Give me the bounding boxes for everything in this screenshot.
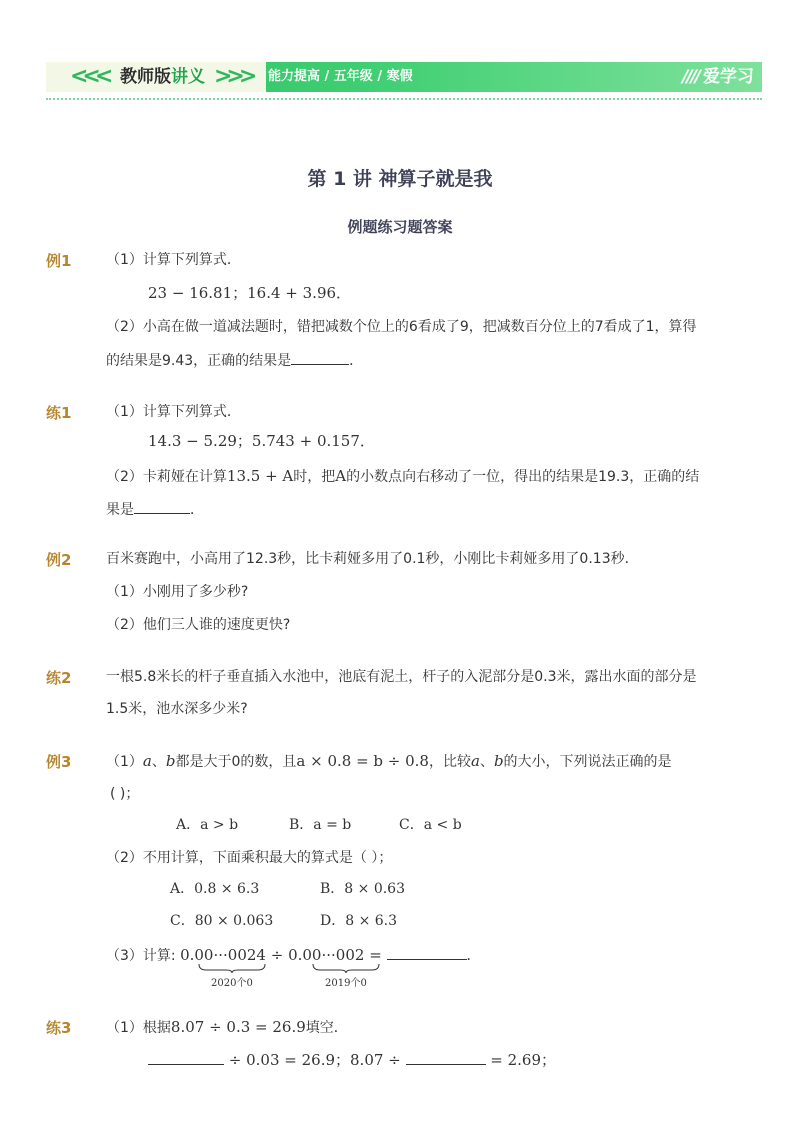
ex2-q2: （2）他们三人谁的速度更快?	[106, 617, 291, 633]
section-title: 例题练习题答案	[347, 218, 453, 236]
ex3-q2-option-a[interactable]: A．0.8 × 6.3	[170, 881, 260, 897]
ex3-q2-option-c[interactable]: C．80 × 0.063	[170, 913, 274, 929]
answer-blank[interactable]	[406, 1050, 486, 1065]
answer-blank[interactable]	[148, 1050, 224, 1065]
underbrace-2-label: 2019个0	[325, 978, 367, 989]
label-pr2: 练2	[46, 669, 72, 687]
header-title: 教师版讲义	[120, 67, 205, 87]
chevron-right-icon: >>>	[214, 64, 252, 89]
underbrace-1	[198, 963, 266, 973]
pr1-q1-expr: 14.3 − 5.29；5.743 + 0.157．	[148, 432, 375, 450]
ex1-q1-expr: 23 − 16.81；16.4 + 3.96．	[148, 284, 352, 302]
header-banner	[46, 62, 762, 92]
ex2-stem: 百米赛跑中，小高用了12.3秒，比卡莉娅多用了0.1秒，小刚比卡莉娅多用了0.13秒．	[106, 551, 639, 567]
pr3-q1-line2: ÷ 0.03 = 26.9；8.07 ÷ = 2.69；	[148, 1050, 556, 1070]
pr1-q2-line1: （2）卡莉娅在计算13.5 + A时，把A的小数点向右移动了一位，得出的结果是19.3，正确的结	[106, 467, 700, 485]
ex3-q2-option-d[interactable]: D．8 × 6.3	[320, 913, 398, 929]
pr2-line1: 一根5.8米长的杆子垂直插入水池中，池底有泥土，杆子的入泥部分是0.3米，露出水面的部分是	[106, 669, 697, 685]
pr1-q2-line2: 果是 ．	[106, 499, 204, 520]
ex3-q2-option-b[interactable]: B．8 × 0.63	[320, 881, 405, 897]
pr3-q1: （1）根据8.07 ÷ 0.3 = 26.9填空．	[106, 1018, 348, 1036]
page-title: 第 1 讲 神算子就是我	[307, 168, 493, 190]
label-ex3: 例3	[46, 753, 72, 771]
label-ex2: 例2	[46, 551, 72, 569]
label-ex1: 例1	[46, 252, 72, 270]
brand-logo: //// 爱学习	[682, 67, 754, 87]
header-divider	[46, 98, 762, 100]
header-subtitle: 能力提高 / 五年级 / 寒假	[268, 69, 413, 84]
answer-blank[interactable]	[387, 945, 467, 960]
ex1-q2-line2: 的结果是9.43，正确的结果是 ．	[106, 350, 363, 371]
ex1-q2-line1: （2）小高在做一道减法题时，错把减数个位上的6看成了9，把减数百分位上的7看成了1，算得	[106, 319, 697, 335]
ex3-q3: （3）计算: 0.00···0024 ÷ 0.00···002 = ．	[106, 946, 481, 964]
pr1-q1: （1）计算下列算式．	[106, 404, 241, 420]
ex3-q1-option-c[interactable]: C．a < b	[399, 817, 462, 833]
ex3-q1-option-b[interactable]: B．a = b	[289, 817, 352, 833]
answer-blank[interactable]	[291, 350, 349, 365]
ex2-q1: （1）小刚用了多少秒?	[106, 584, 249, 600]
chevron-left-icon: <<<	[70, 64, 108, 89]
label-pr1: 练1	[46, 404, 72, 422]
ex3-q1-line1: （1）a、b都是大于0的数，且a × 0.8 = b ÷ 0.8，比较a、b的大小，下列说法正确的是	[106, 752, 672, 770]
underbrace-2	[312, 963, 380, 973]
ex3-q1-paren: ( )；	[110, 786, 140, 802]
underbrace-1-label: 2020个0	[211, 978, 253, 989]
answer-blank[interactable]	[134, 499, 190, 514]
ex1-q1: （1）计算下列算式．	[106, 252, 241, 268]
pr2-line2: 1.5米，池水深多少米?	[106, 701, 248, 717]
ex3-q2: （2）不用计算，下面乘积最大的算式是（ ）；	[106, 850, 393, 866]
logo-icon: ////	[682, 67, 699, 87]
ex3-q1-option-a[interactable]: A．a > b	[176, 817, 239, 833]
label-pr3: 练3	[46, 1019, 72, 1037]
